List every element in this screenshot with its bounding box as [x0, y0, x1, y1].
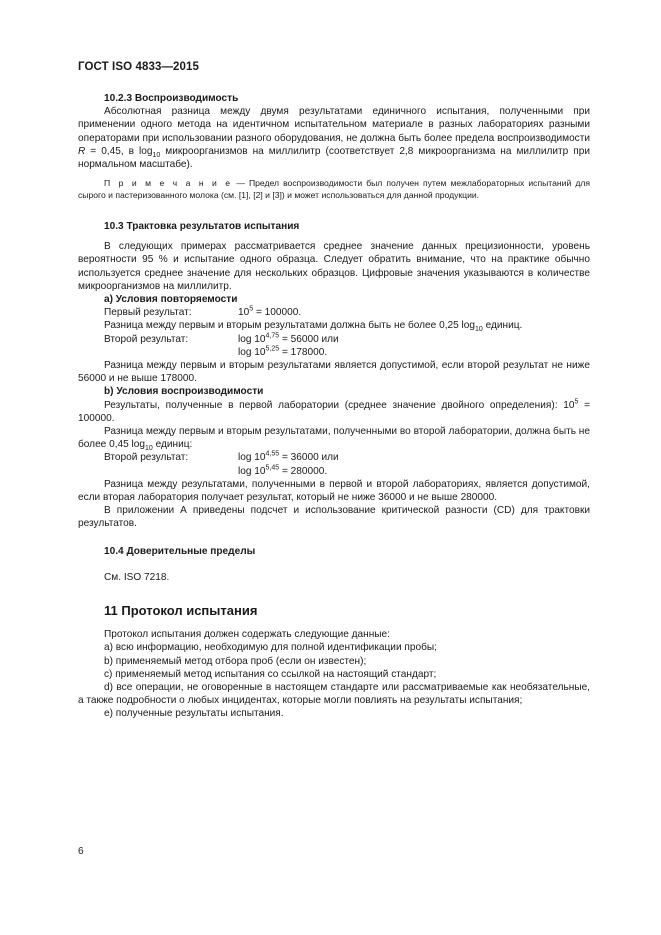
- repeatability-first-result: Первый результат: $10^5 = 100000$.: [104, 305, 302, 319]
- reproducibility-second-result-1: Второй результат: $\log 10^{4,55} = 36000$ или: [104, 451, 339, 464]
- test-report-item-e: e) полученные результаты испытания.: [104, 708, 284, 720]
- repeatability-second-result-2: $\log 10^{5,25} = 178000$.: [238, 345, 328, 358]
- document-body: [78, 92, 590, 721]
- section-10-3-heading: 10.3 Трактовка результатов испытания: [104, 221, 300, 233]
- test-report-item-b: b) применяемый метод отбора проб (если он известен);: [104, 655, 367, 667]
- section-10-2-3-heading: 10.2.3 Воспроизводимость: [104, 93, 239, 104]
- section-10-4-heading: 10.4 Доверительные пределы: [104, 545, 256, 557]
- test-report-item-a: a) всю информацию, необходимую для полной идентификации пробы;: [104, 642, 437, 654]
- reproducibility-conditions-heading: b) Условия воспроизводимости: [104, 386, 264, 398]
- repeatability-heading: a) Условия повторяемости: [104, 294, 238, 306]
- confidence-limits-reference: См. ISO 7218.: [104, 571, 170, 583]
- note-label: П р и м е ч а н и е: [104, 178, 233, 189]
- document-header: ГОСТ ISO 4833—2015: [78, 61, 200, 73]
- page-number: 6: [78, 846, 84, 857]
- reproducibility-note: П р и м е ч а н и е — Предел воспроизводимости был получен путем межлабораторных испытаний для сырого и пастеризованного молока (см. [1], [2] и [3]) и может использоваться для данной продукции.: [78, 178, 590, 200]
- test-report-intro: Протокол испытания должен содержать следующие данные:: [104, 629, 390, 641]
- reproducibility-conclusion: Разница между результатами, полученными в первой и второй лабораториях, является допустимой, если вторая лаборатория получает результат, который не ниже 36000 и не выше 280000.: [78, 478, 590, 503]
- test-report-item-d: d) все операции, не оговоренные в настоящем стандарте или рассматриваемые как необязательные, а также подробности о любых инцидентах, которые могли повлиять на результаты испытания;: [78, 682, 590, 707]
- repeatability-difference: Разница между первым и вторым результатами должна быть не более 0,25 $\log_{10}$ единиц.: [104, 320, 523, 334]
- reproducibility-paragraph: Абсолютная разница между двумя результатами единичного испытания, полученными при применении одного метода на идентичном испытательном материале в разных лабораториях разными операторами при использовании разного оборудования, не должна быть более предела воспроизводимости R = 0,45, в $\log_{10}$ микроорганизмов на миллилитр (соответствует 2,8 микроорганизма на миллилитр при нормальном масштабе).: [78, 106, 590, 171]
- repeatability-conclusion: Разница между первым и вторым результатами является допустимой, если второй результат не ниже 56000 и не выше 178000.: [78, 360, 590, 385]
- interpretation-paragraph: В следующих примерах рассматривается среднее значение данных прецизионности, уровень вероятности 95 % и испытание одного образца. Следует обратить внимание, что на практике обычно используется среднее значение для нескольких образцов. Цифровые значения указываются в количестве микроорганизмов на миллилитр.: [78, 241, 590, 292]
- reproducibility-first-lab: Результаты, полученные в первой лаборатории (среднее значение двойного определения): $10^5 = 100000$.: [78, 398, 590, 424]
- section-11-heading: 11 Протокол испытания: [104, 603, 258, 619]
- reproducibility-second-result-2: $\log 10^{5,45} = 280000$.: [238, 464, 328, 477]
- appendix-reference: В приложении А приведены подсчет и использование критической разности (CD) для трактовки результатов.: [78, 505, 590, 530]
- repeatability-second-result-1: Второй результат: $\log 10^{4,75} = 56000$ или: [104, 332, 339, 345]
- reproducibility-difference: Разница между первым и вторым результатами, полученными во второй лаборатории, должна быть не более 0,45 $\log_{10}$ единиц:: [78, 426, 590, 453]
- test-report-item-c: c) применяемый метод испытания со ссылкой на настоящий стандарт;: [104, 668, 437, 680]
